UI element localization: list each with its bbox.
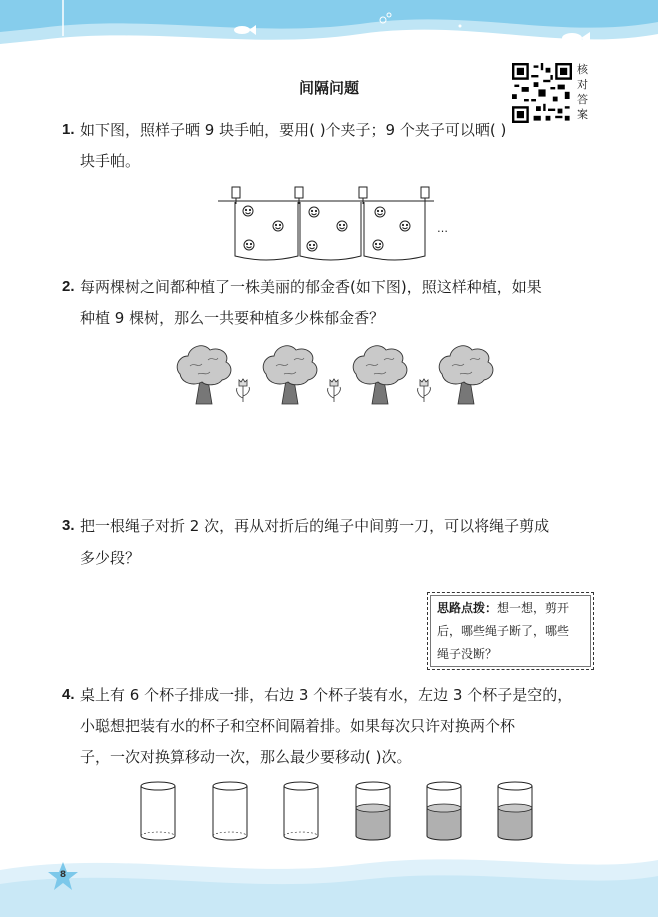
smiley-icon	[375, 207, 385, 217]
smiley-icon	[309, 207, 319, 217]
empty-cup-icon	[213, 782, 247, 840]
question-4-number: 4.	[62, 686, 75, 703]
question-2-line-1: 每两棵树之间都种植了一株美丽的郁金香(如下图)，照这样种植，如果	[80, 278, 542, 296]
ellipsis: …	[437, 222, 448, 235]
figure-cups	[130, 780, 550, 842]
smiley-icon	[400, 221, 410, 231]
hint-line-1: 思路点拨：想一想，剪开	[437, 601, 570, 615]
question-4-line-2: 小聪想把装有水的杯子和空杯间隔着排。如果每次只许对换两个杯	[80, 717, 516, 735]
question-4-line-3: 子，一次对换算移动一次，那么最少要移动( )次。	[80, 748, 412, 766]
empty-cup-icon	[284, 782, 318, 840]
empty-cup-icon	[141, 782, 175, 840]
hint-title: 思路点拨：	[437, 601, 498, 615]
qr-code-icon	[512, 63, 572, 123]
figure-handkerchiefs	[218, 184, 458, 264]
smiley-icon	[273, 221, 283, 231]
question-3-line-2: 多少段？	[80, 549, 141, 567]
question-4-line-1: 桌上有 6 个杯子排成一排，右边 3 个杯子装有水，左边 3 个杯子是空的，	[80, 686, 573, 704]
handkerchief	[235, 202, 298, 260]
smiley-icon	[243, 206, 253, 216]
smiley-icon	[307, 241, 317, 251]
tree-icon	[439, 346, 493, 404]
smiley-icon	[244, 240, 254, 250]
qr-label: 核对答案	[577, 63, 588, 121]
hint-line-3: 绳子没断？	[437, 647, 498, 661]
figure-trees-tulips	[176, 342, 496, 406]
tulip-icon	[418, 379, 431, 402]
tulip-icon	[237, 379, 250, 402]
footer-banner	[0, 850, 658, 917]
question-3-number: 3.	[62, 517, 75, 534]
question-2-number: 2.	[62, 278, 75, 295]
page-number: 8	[59, 870, 67, 880]
page-title: 间隔问题	[298, 79, 359, 97]
brand-logo: 扬帆天天练	[62, 38, 143, 56]
question-1-number: 1.	[62, 121, 75, 138]
question-1-line-2: 块手帕。	[80, 152, 141, 170]
question-1-line-1: 如下图，照样子晒 9 块手帕，要用( )个夹子；9 个夹子可以晒( )	[80, 121, 507, 139]
tree-icon	[353, 346, 407, 404]
hint-box	[427, 592, 594, 670]
tree-icon	[177, 346, 231, 404]
hint-line-2: 后，哪些绳子断了，哪些	[437, 624, 570, 638]
water-cup-icon	[356, 782, 390, 840]
handkerchief	[364, 202, 425, 260]
smiley-icon	[373, 240, 383, 250]
water-cup-icon	[427, 782, 461, 840]
smiley-icon	[337, 221, 347, 231]
water-cup-icon	[498, 782, 532, 840]
question-2-line-2: 种植 9 棵树，那么一共要种植多少株郁金香？	[80, 309, 385, 327]
tree-icon	[263, 346, 317, 404]
tulip-icon	[328, 379, 341, 402]
question-3-line-1: 把一根绳子对折 2 次，再从对折后的绳子中间剪一刀，可以将绳子剪成	[80, 517, 550, 535]
